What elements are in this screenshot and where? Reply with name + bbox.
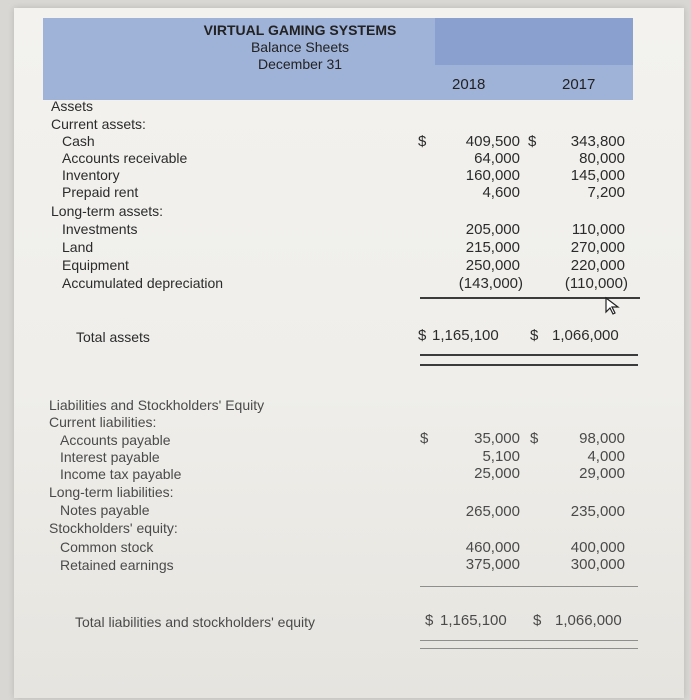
statement-date: December 31 <box>257 56 343 72</box>
value-2018: 250,000 <box>465 257 520 274</box>
balance-sheet-page <box>14 8 684 698</box>
value-2017: 220,000 <box>570 257 625 274</box>
line-item-label: Retained earnings <box>60 557 174 573</box>
value-2017: 270,000 <box>570 239 625 256</box>
value-2017: 7,200 <box>587 184 625 201</box>
total-assets-2018: 1,165,100 <box>432 327 499 344</box>
dollar-sign: $ <box>418 327 427 344</box>
longterm-liabilities-heading: Long-term liabilities: <box>49 484 174 500</box>
double-rule-bottom <box>420 364 638 366</box>
value-2017: 235,000 <box>570 503 625 520</box>
statement-title <box>190 22 410 73</box>
value-2017: 400,000 <box>570 539 625 556</box>
current-liabilities-heading: Current liabilities: <box>49 414 157 430</box>
total-liabilities-equity-label: Total liabilities and stockholders' equity <box>75 614 316 630</box>
total-liabilities-equity-2017: 1,066,000 <box>555 612 622 629</box>
double-rule-top <box>420 354 638 356</box>
value-2017: 4,000 <box>587 448 625 465</box>
value-2017: 145,000 <box>570 167 625 184</box>
dollar-sign: $ <box>530 327 539 344</box>
value-2018: 265,000 <box>465 503 520 520</box>
value-2017: 110,000 <box>571 221 625 238</box>
line-item-label: Notes payable <box>60 502 150 518</box>
value-2018: 5,100 <box>482 448 520 465</box>
line-item-label: Land <box>62 239 94 255</box>
value-2018: 4,600 <box>482 184 520 201</box>
assets-heading: Assets <box>51 98 94 114</box>
dollar-sign: $ <box>425 612 434 629</box>
double-rule-bottom <box>420 648 638 649</box>
year-2017-header: 2017 <box>562 76 596 93</box>
line-item-label: Accounts receivable <box>62 150 188 166</box>
value-2018: 35,000 <box>474 430 520 447</box>
line-item-label: Equipment <box>62 257 129 273</box>
value-2018: 215,000 <box>465 239 520 256</box>
value-2017: 300,000 <box>570 556 625 573</box>
value-2018: 25,000 <box>474 465 520 482</box>
current-assets-heading: Current assets: <box>51 116 146 132</box>
line-item-label: Income tax payable <box>60 466 182 482</box>
mouse-cursor-icon <box>603 296 623 316</box>
liabilities-heading: Liabilities and Stockholders' Equity <box>49 397 265 413</box>
total-assets-2017: 1,066,000 <box>552 327 619 344</box>
subtotal-rule <box>420 586 638 587</box>
company-name: VIRTUAL GAMING SYSTEMS <box>203 22 397 38</box>
year-2018-header: 2018 <box>452 76 486 93</box>
total-liabilities-equity-2018: 1,165,100 <box>440 612 507 629</box>
value-2017: 29,000 <box>579 465 625 482</box>
line-item-label: Interest payable <box>60 449 160 465</box>
value-2017: 343,800 <box>570 133 625 150</box>
dollar-sign: $ <box>420 430 429 447</box>
double-rule-top <box>420 640 638 641</box>
value-2017: 80,000 <box>579 150 625 167</box>
dollar-sign: $ <box>528 133 537 150</box>
value-2017: 98,000 <box>579 430 625 447</box>
line-item-label: Common stock <box>60 539 154 555</box>
total-assets-label: Total assets <box>76 329 150 345</box>
line-item-label: Investments <box>62 221 138 237</box>
line-item-label: Prepaid rent <box>62 184 139 200</box>
line-item-label: Cash <box>62 133 95 149</box>
value-2018: 375,000 <box>465 556 520 573</box>
dollar-sign: $ <box>533 612 542 629</box>
line-item-label: Accounts payable <box>60 432 171 448</box>
value-2018: 460,000 <box>465 539 520 556</box>
statement-name: Balance Sheets <box>250 39 350 55</box>
line-item-label: Inventory <box>62 167 120 183</box>
value-2018: 205,000 <box>465 221 520 238</box>
value-2018: (143,000) <box>458 275 523 292</box>
value-2018: 160,000 <box>465 167 520 184</box>
value-2017: (110,000) <box>564 275 628 292</box>
value-2018: 409,500 <box>465 133 520 150</box>
dollar-sign: $ <box>530 430 539 447</box>
line-item-label: Accumulated depreciation <box>62 275 224 291</box>
value-2018: 64,000 <box>474 150 520 167</box>
dollar-sign: $ <box>418 133 427 150</box>
longterm-assets-heading: Long-term assets: <box>51 203 164 219</box>
equity-heading: Stockholders' equity: <box>49 520 178 536</box>
